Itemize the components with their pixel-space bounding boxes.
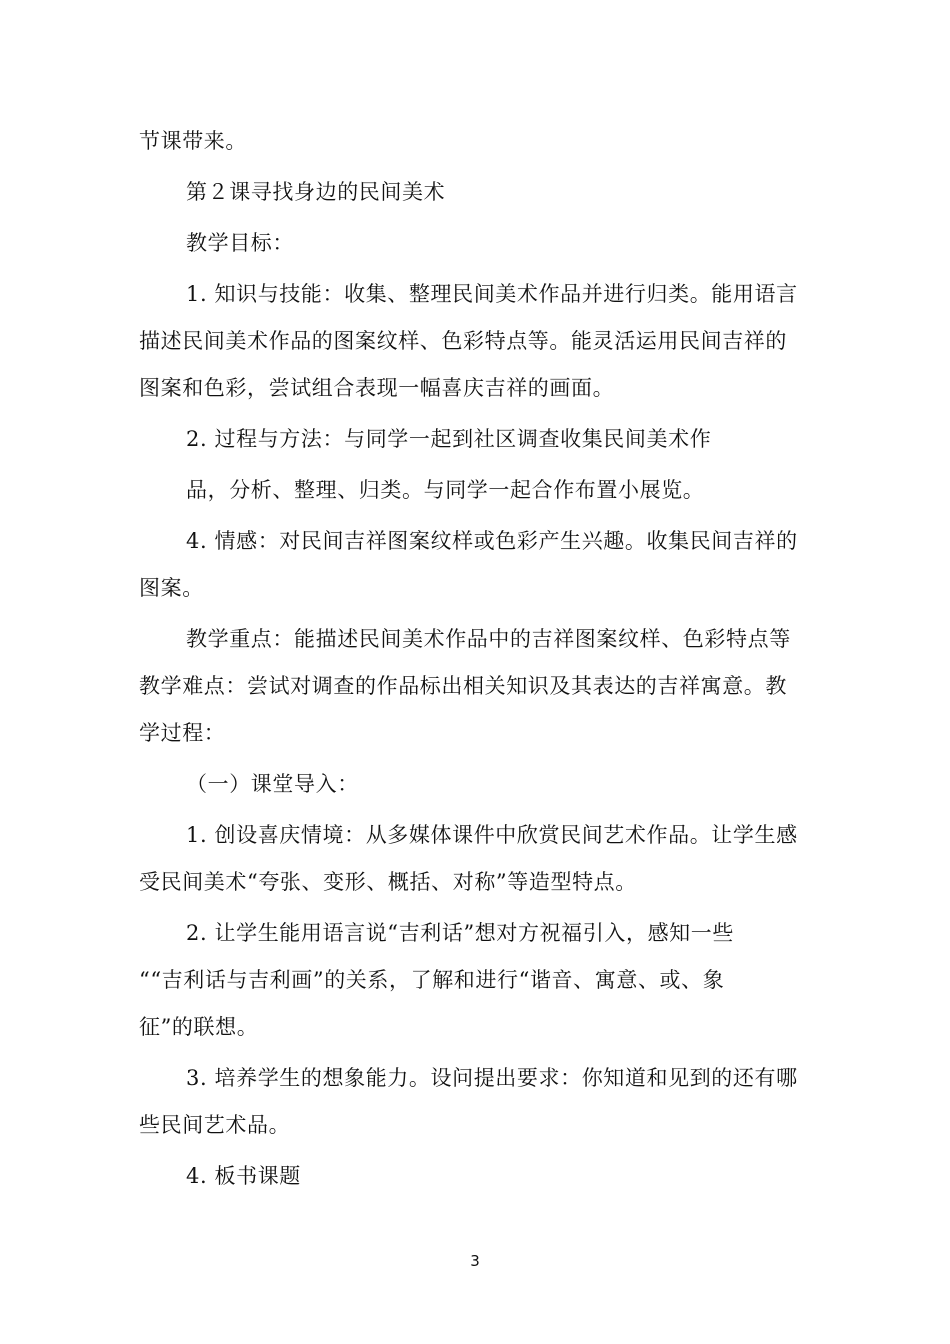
- section-heading: 教学目标：: [186, 231, 294, 255]
- text-line: 节课带来。: [139, 129, 247, 153]
- text-line: 4. 板书课题: [186, 1164, 301, 1188]
- text-line: 1. 知识与技能：收集、整理民间美术作品并进行归类。能用语言: [186, 282, 798, 306]
- text-line: 图案和色彩，尝试组合表现一幅喜庆吉祥的画面。: [139, 376, 615, 400]
- text-line: 教学重点：能描述民间美术作品中的吉祥图案纹样、色彩特点等: [186, 627, 791, 651]
- text-line: 征”的联想。: [139, 1015, 259, 1039]
- text-line: 受民间美术“夸张、变形、概括、对称”等造型特点。: [139, 870, 637, 894]
- text-line: 2. 让学生能用语言说“吉利话”想对方祝福引入，感知一些: [186, 921, 734, 945]
- text-line: 4. 情感：对民间吉祥图案纹样或色彩产生兴趣。收集民间吉祥的: [186, 529, 798, 553]
- text-line: 图案。: [139, 576, 204, 600]
- section-heading: （一）课堂导入：: [186, 772, 359, 796]
- text-line: 些民间艺术品。: [139, 1113, 291, 1137]
- page-number: 3: [470, 1252, 480, 1270]
- lesson-title: 第２课寻找身边的民间美术: [186, 180, 446, 204]
- text-line: 1. 创设喜庆情境：从多媒体课件中欣赏民间艺术作品。让学生感: [186, 823, 798, 847]
- text-line: 品，分析、整理、归类。与同学一起合作布置小展览。: [186, 478, 705, 502]
- text-line: 学过程：: [139, 721, 226, 745]
- text-line: 3. 培养学生的想象能力。设问提出要求：你知道和见到的还有哪: [186, 1066, 798, 1090]
- text-line: 教学难点：尝试对调查的作品标出相关知识及其表达的吉祥寓意。教: [139, 674, 787, 698]
- text-line: 2. 过程与方法：与同学一起到社区调查收集民间美术作: [186, 427, 712, 451]
- text-line: ““吉利话与吉利画”的关系，了解和进行“谐音、寓意、或、象: [139, 968, 725, 992]
- text-line: 描述民间美术作品的图案纹样、色彩特点等。能灵活运用民间吉祥的: [139, 329, 787, 353]
